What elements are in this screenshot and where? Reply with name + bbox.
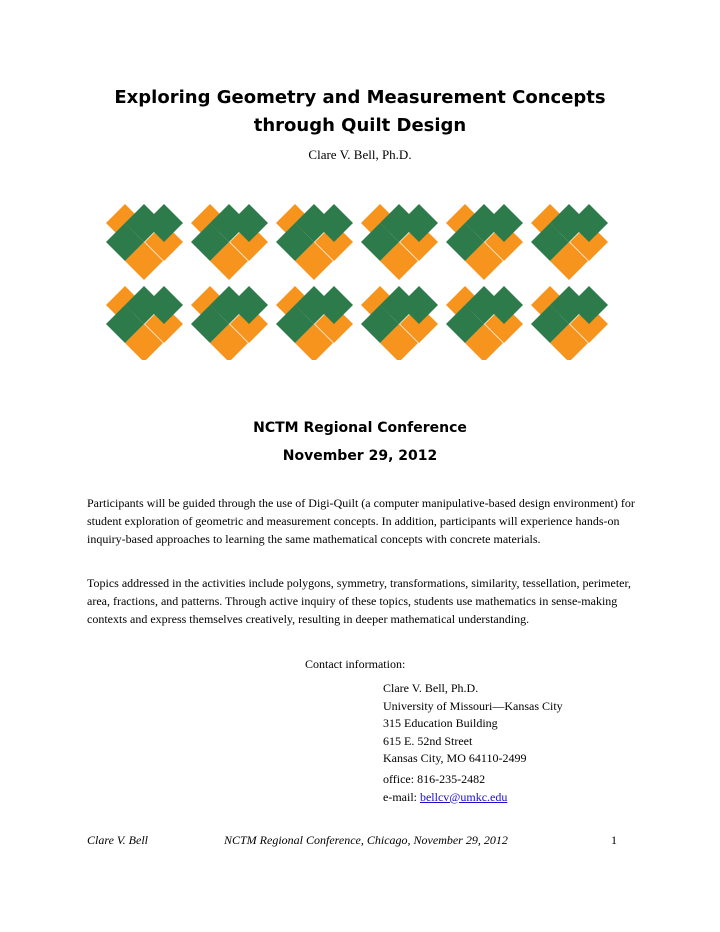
footer-author: Clare V. Bell <box>87 833 148 847</box>
contact-phone-email-block <box>383 771 507 806</box>
quilt-diamond-green <box>145 286 183 324</box>
title-line-2: through Quilt Design <box>253 115 467 136</box>
contact-address-block <box>383 680 563 768</box>
contact-name: Clare V. Bell, Ph.D. <box>383 681 479 695</box>
quilt-pattern-image <box>100 196 620 360</box>
description-paragraph-2: Topics addressed in the activities include polygons, symmetry, transformations, similarity, tessellation, perimeter, area, fractions, and patterns. Through active inquiry of these topics, students use mathematics in sense-making contexts and express themselves creatively, resulting in deeper mathematical understanding. <box>87 576 632 626</box>
email-link[interactable]: bellcv@umkc.edu <box>419 789 508 804</box>
author-name: Clare V. Bell, Ph.D. <box>308 147 412 162</box>
contact-street: 615 E. 52nd Street <box>383 733 473 748</box>
title-line-1: Exploring Geometry and Measurement Concepts <box>114 87 606 108</box>
conference-block <box>0 414 720 470</box>
contact-label: Contact information: <box>305 657 406 671</box>
description-paragraph-1: Participants will be guided through the use of Digi-Quilt (a computer manipulative-based design environment) for student exploration of geometric and measurement concepts. In addition, participants will experience hands-on inquiry-based approaches to learning the same mathematical concepts with concrete materials. <box>87 496 635 546</box>
document-title <box>0 84 720 140</box>
conference-date: November 29, 2012 <box>282 448 438 464</box>
contact-office: office: 816-235-2482 <box>383 772 486 786</box>
footer-conference: NCTM Regional Conference, Chicago, November 29, 2012 <box>224 833 508 847</box>
email-prefix: e-mail: <box>383 789 420 804</box>
conference-name: NCTM Regional Conference <box>253 420 467 436</box>
contact-university: University of Missouri—Kansas City <box>383 698 563 713</box>
contact-city: Kansas City, MO 64110-2499 <box>383 751 527 765</box>
contact-email-line <box>383 789 507 807</box>
footer-page-number: 1 <box>611 833 617 847</box>
contact-building: 315 Education Building <box>383 716 498 730</box>
